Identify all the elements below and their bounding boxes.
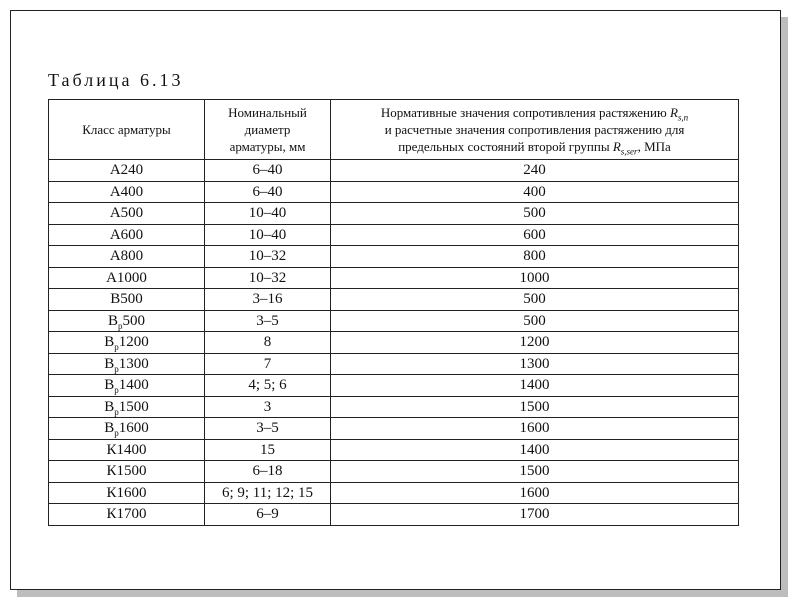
header-values-line3-tail: , МПа bbox=[637, 139, 671, 154]
table-row bbox=[49, 246, 739, 268]
cell-nominal-diameter: 6; 9; 11; 12; 15 bbox=[205, 482, 331, 504]
cell-nominal-diameter: 3–5 bbox=[205, 418, 331, 440]
rebar-class-subscript: р bbox=[114, 342, 119, 353]
header-class-label: Класс арматуры bbox=[82, 122, 171, 137]
cell-rebar-class bbox=[49, 160, 205, 182]
header-values-rsn-symbol: R bbox=[669, 105, 678, 120]
table-row bbox=[49, 224, 739, 246]
cell-nominal-diameter: 10–32 bbox=[205, 267, 331, 289]
table-row bbox=[49, 375, 739, 397]
table-row bbox=[49, 439, 739, 461]
cell-nominal-diameter: 4; 5; 6 bbox=[205, 375, 331, 397]
table-row bbox=[49, 461, 739, 483]
rebar-class-letter: А1000 bbox=[106, 269, 147, 286]
cell-resistance-value: 1600 bbox=[331, 482, 739, 504]
rebar-class-subscript: р bbox=[114, 363, 119, 374]
table-row bbox=[49, 289, 739, 311]
header-row bbox=[49, 100, 739, 160]
cell-resistance-value: 1400 bbox=[331, 375, 739, 397]
rebar-class-letter: В bbox=[104, 398, 115, 415]
table-row bbox=[49, 353, 739, 375]
cell-resistance-value: 600 bbox=[331, 224, 739, 246]
table-row bbox=[49, 504, 739, 526]
cell-rebar-class bbox=[49, 310, 205, 332]
rebar-class-letter: А800 bbox=[109, 248, 144, 265]
table-row bbox=[49, 332, 739, 354]
rebar-class-letter: А500 bbox=[109, 205, 144, 222]
cell-resistance-value: 1000 bbox=[331, 267, 739, 289]
rebar-class-letter: В bbox=[104, 420, 115, 437]
table-row bbox=[49, 418, 739, 440]
header-diameter-line1: Номинальный bbox=[228, 105, 307, 120]
cell-resistance-value: 400 bbox=[331, 181, 739, 203]
header-values-rsser-subscript: s,ser bbox=[620, 146, 638, 157]
rebar-class-number: 1500 bbox=[118, 398, 149, 415]
rebar-class-letter: А600 bbox=[109, 226, 144, 243]
cell-resistance-value: 500 bbox=[331, 310, 739, 332]
rebar-class-letter: К1500 bbox=[106, 463, 147, 480]
rebar-class-number: 1400 bbox=[118, 377, 149, 394]
rebar-class-letter: А240 bbox=[109, 162, 144, 179]
table-row bbox=[49, 310, 739, 332]
cell-rebar-class bbox=[49, 353, 205, 375]
cell-resistance-value: 1200 bbox=[331, 332, 739, 354]
header-values-rsn-subscript: s,n bbox=[677, 112, 689, 123]
header-values bbox=[331, 100, 739, 160]
cell-resistance-value: 1600 bbox=[331, 418, 739, 440]
table-caption: Таблица 6.13 bbox=[48, 70, 184, 90]
header-class bbox=[49, 100, 205, 160]
cell-resistance-value: 1300 bbox=[331, 353, 739, 375]
cell-nominal-diameter: 10–40 bbox=[205, 224, 331, 246]
cell-nominal-diameter: 15 bbox=[205, 439, 331, 461]
cell-nominal-diameter: 3–5 bbox=[205, 310, 331, 332]
header-values-line1: Нормативные значения сопротивления растяжению bbox=[380, 105, 670, 120]
rebar-class-letter: В bbox=[104, 355, 115, 372]
cell-resistance-value: 500 bbox=[331, 203, 739, 225]
cell-resistance-value: 240 bbox=[331, 160, 739, 182]
cell-resistance-value: 500 bbox=[331, 289, 739, 311]
rebar-class-subscript: р bbox=[114, 385, 119, 396]
rebar-class-letter: В bbox=[107, 312, 118, 329]
cell-nominal-diameter: 3–16 bbox=[205, 289, 331, 311]
cell-resistance-value: 1500 bbox=[331, 461, 739, 483]
rebar-class-number: 500 bbox=[122, 312, 145, 329]
cell-rebar-class bbox=[49, 504, 205, 526]
table-row bbox=[49, 396, 739, 418]
cell-nominal-diameter: 6–18 bbox=[205, 461, 331, 483]
cell-rebar-class bbox=[49, 439, 205, 461]
table-body bbox=[49, 160, 739, 526]
cell-nominal-diameter: 6–40 bbox=[205, 181, 331, 203]
cell-resistance-value: 1700 bbox=[331, 504, 739, 526]
rebar-class-number: 1600 bbox=[118, 420, 149, 437]
cell-rebar-class bbox=[49, 224, 205, 246]
cell-nominal-diameter: 6–40 bbox=[205, 160, 331, 182]
table-row bbox=[49, 160, 739, 182]
cell-rebar-class bbox=[49, 461, 205, 483]
cell-rebar-class bbox=[49, 203, 205, 225]
rebar-class-letter: В bbox=[104, 377, 115, 394]
cell-rebar-class bbox=[49, 246, 205, 268]
rebar-class-letter: К1700 bbox=[106, 506, 147, 523]
header-diameter-line2: диаметр bbox=[244, 122, 291, 137]
table-row bbox=[49, 482, 739, 504]
header-values-line3: предельных состояний второй группы bbox=[398, 139, 613, 154]
cell-resistance-value: 1500 bbox=[331, 396, 739, 418]
cell-rebar-class bbox=[49, 396, 205, 418]
cell-resistance-value: 1400 bbox=[331, 439, 739, 461]
table-row bbox=[49, 267, 739, 289]
cell-nominal-diameter: 10–32 bbox=[205, 246, 331, 268]
header-diameter-line3: арматуры, мм bbox=[229, 139, 306, 154]
cell-rebar-class bbox=[49, 418, 205, 440]
rebar-class-letter: К1400 bbox=[106, 441, 147, 458]
table-row bbox=[49, 181, 739, 203]
cell-nominal-diameter: 10–40 bbox=[205, 203, 331, 225]
rebar-class-number: 1200 bbox=[118, 334, 149, 351]
rebar-class-letter: В bbox=[104, 334, 115, 351]
rebar-class-subscript: р bbox=[118, 320, 123, 331]
header-values-line2: и расчетные значения сопротивления растяжению для bbox=[384, 122, 685, 137]
cell-rebar-class bbox=[49, 181, 205, 203]
table-row bbox=[49, 203, 739, 225]
rebar-class-letter: В500 bbox=[110, 291, 143, 308]
cell-rebar-class bbox=[49, 289, 205, 311]
cell-resistance-value: 800 bbox=[331, 246, 739, 268]
rebar-class-letter: А400 bbox=[109, 183, 144, 200]
rebar-class-number: 1300 bbox=[118, 355, 149, 372]
cell-rebar-class bbox=[49, 482, 205, 504]
cell-nominal-diameter: 7 bbox=[205, 353, 331, 375]
rebar-strength-table bbox=[48, 99, 739, 526]
cell-rebar-class bbox=[49, 375, 205, 397]
cell-rebar-class bbox=[49, 267, 205, 289]
cell-rebar-class bbox=[49, 332, 205, 354]
cell-nominal-diameter: 6–9 bbox=[205, 504, 331, 526]
cell-nominal-diameter: 3 bbox=[205, 396, 331, 418]
header-diameter bbox=[205, 100, 331, 160]
rebar-class-letter: К1600 bbox=[106, 484, 147, 501]
cell-nominal-diameter: 8 bbox=[205, 332, 331, 354]
rebar-class-subscript: р bbox=[114, 406, 119, 417]
header-values-rsser-symbol: R bbox=[612, 139, 621, 154]
rebar-class-subscript: р bbox=[114, 428, 119, 439]
